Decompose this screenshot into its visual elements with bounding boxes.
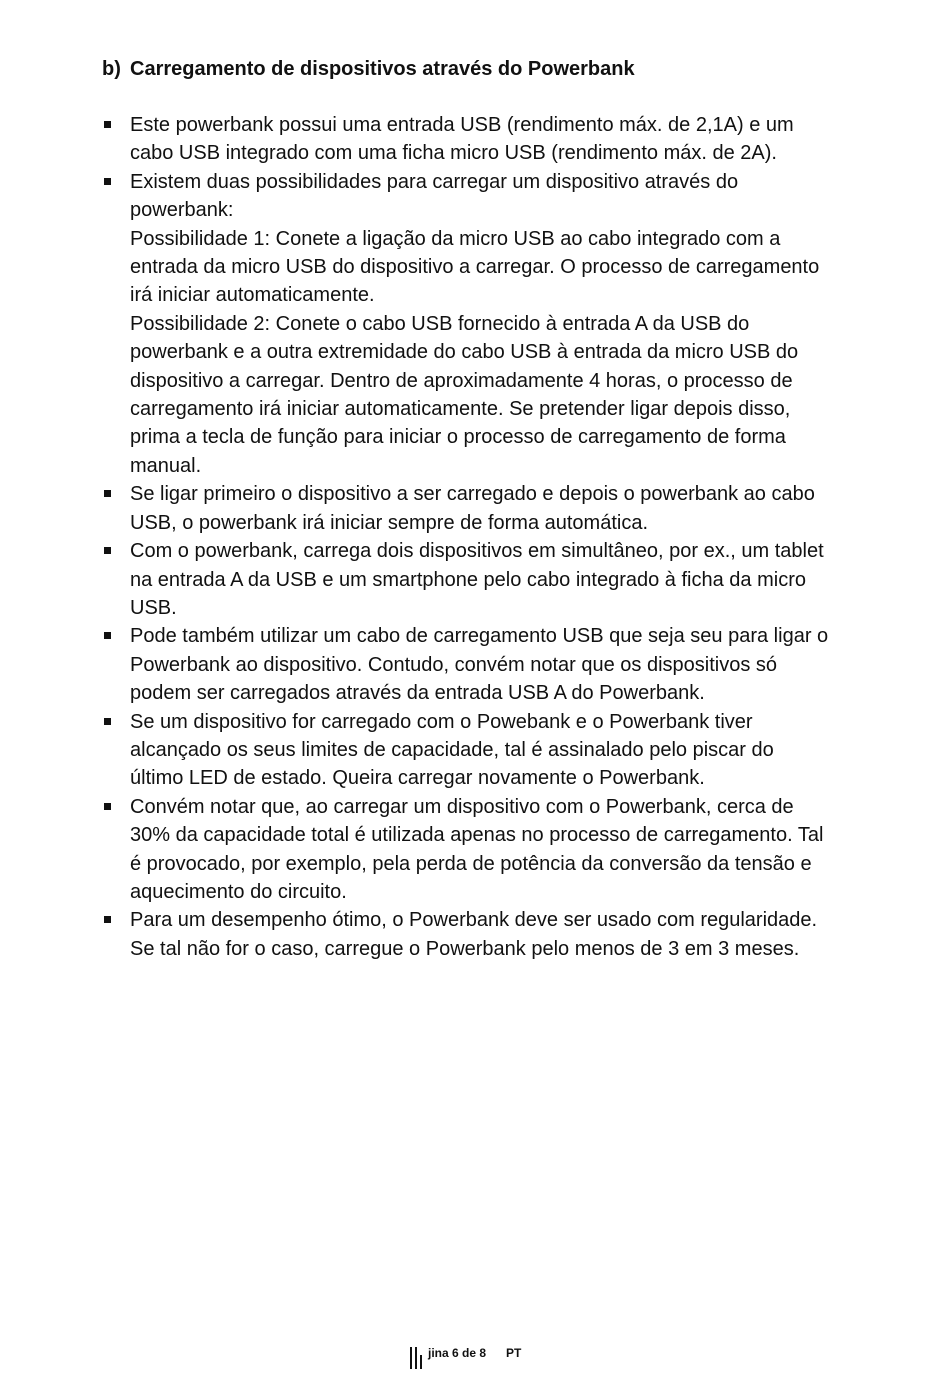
list-item (102, 793, 832, 907)
list-item-text: Para um desempenho ótimo, o Powerbank deve ser usado com regularidade. Se tal não for o caso, carregue o Powerbank pelo menos de 3 em 3 meses. (130, 909, 818, 960)
bullet-square-icon (104, 916, 111, 923)
list-item-text: Se ligar primeiro o dispositivo a ser carregado e depois o powerbank ao cabo USB, o powerbank irá iniciar sempre de forma automática. (130, 483, 815, 534)
page-footer (408, 1345, 521, 1373)
list-item-text: Possibilidade 2: Conete o cabo USB fornecido à entrada A da USB do powerbank e a outra extremidade do cabo USB à entrada da micro USB do dispositivo a carregar. Dentro de aproximadamente 4 horas, o processo de carregamento irá iniciar automaticamente. Se pretender ligar depois disso, prima a tecla de função para iniciar o processo de carregamento de forma manual. (130, 312, 799, 477)
list-item (102, 708, 832, 793)
list-item (102, 906, 832, 963)
footer-glyph-icon (408, 1345, 426, 1371)
bullet-square-icon (104, 718, 111, 725)
section-letter: b) (102, 58, 121, 80)
list-item-text: Possibilidade 1: Conete a ligação da micro USB ao cabo integrado com a entrada da micro USB do dispositivo a carregar. O processo de carregamento irá iniciar automaticamente. (130, 227, 820, 307)
list-item (102, 622, 832, 707)
bullet-square-icon (104, 121, 111, 128)
bullet-square-icon (104, 547, 111, 554)
language-code: PT (506, 1346, 522, 1360)
list-item-text: Pode também utilizar um cabo de carregamento USB que seja seu para ligar o Powerbank ao dispositivo. Contudo, convém notar que os dispositivos só podem ser carregados através da entrada USB A do Powerbank. (130, 625, 829, 705)
list-item-text: Este powerbank possui uma entrada USB (rendimento máx. de 2,1A) e um cabo USB integrado com uma ficha micro USB (rendimento máx. de 2A). (130, 114, 794, 165)
list-item-text: Existem duas possibilidades para carregar um dispositivo através do powerbank: (130, 170, 739, 222)
list-item (102, 168, 832, 480)
list-item-text: Se um dispositivo for carregado com o Powebank e o Powerbank tiver alcançado os seus limites de capacidade, tal é assinalado pelo piscar do último LED de estado. Queira carregar novamente o Powerbank. (130, 710, 774, 790)
page-number: jina 6 de 8 (428, 1346, 487, 1360)
bullet-square-icon (104, 803, 111, 810)
section-title: Carregamento de dispositivos através do Powerbank (130, 58, 635, 80)
list-item (102, 537, 832, 622)
list-item-text: Convém notar que, ao carregar um dispositivo com o Powerbank, cerca de 30% da capacidade total é utilizada apenas no processo de carregamento. Tal é provocado, por exemplo, pela perda de potência da conversão da tensão e aquecimento do circuito. (130, 795, 824, 903)
section-heading (102, 55, 862, 83)
list-item-text: Com o powerbank, carrega dois dispositivos em simultâneo, por ex., um tablet na entrada A da USB e um smartphone pelo cabo integrado à ficha da micro USB. (130, 540, 824, 619)
bullet-square-icon (104, 490, 111, 497)
bullet-square-icon (104, 178, 111, 185)
list-item (102, 111, 832, 168)
bullet-list (102, 111, 832, 963)
list-item (102, 480, 832, 537)
bullet-square-icon (104, 632, 111, 639)
